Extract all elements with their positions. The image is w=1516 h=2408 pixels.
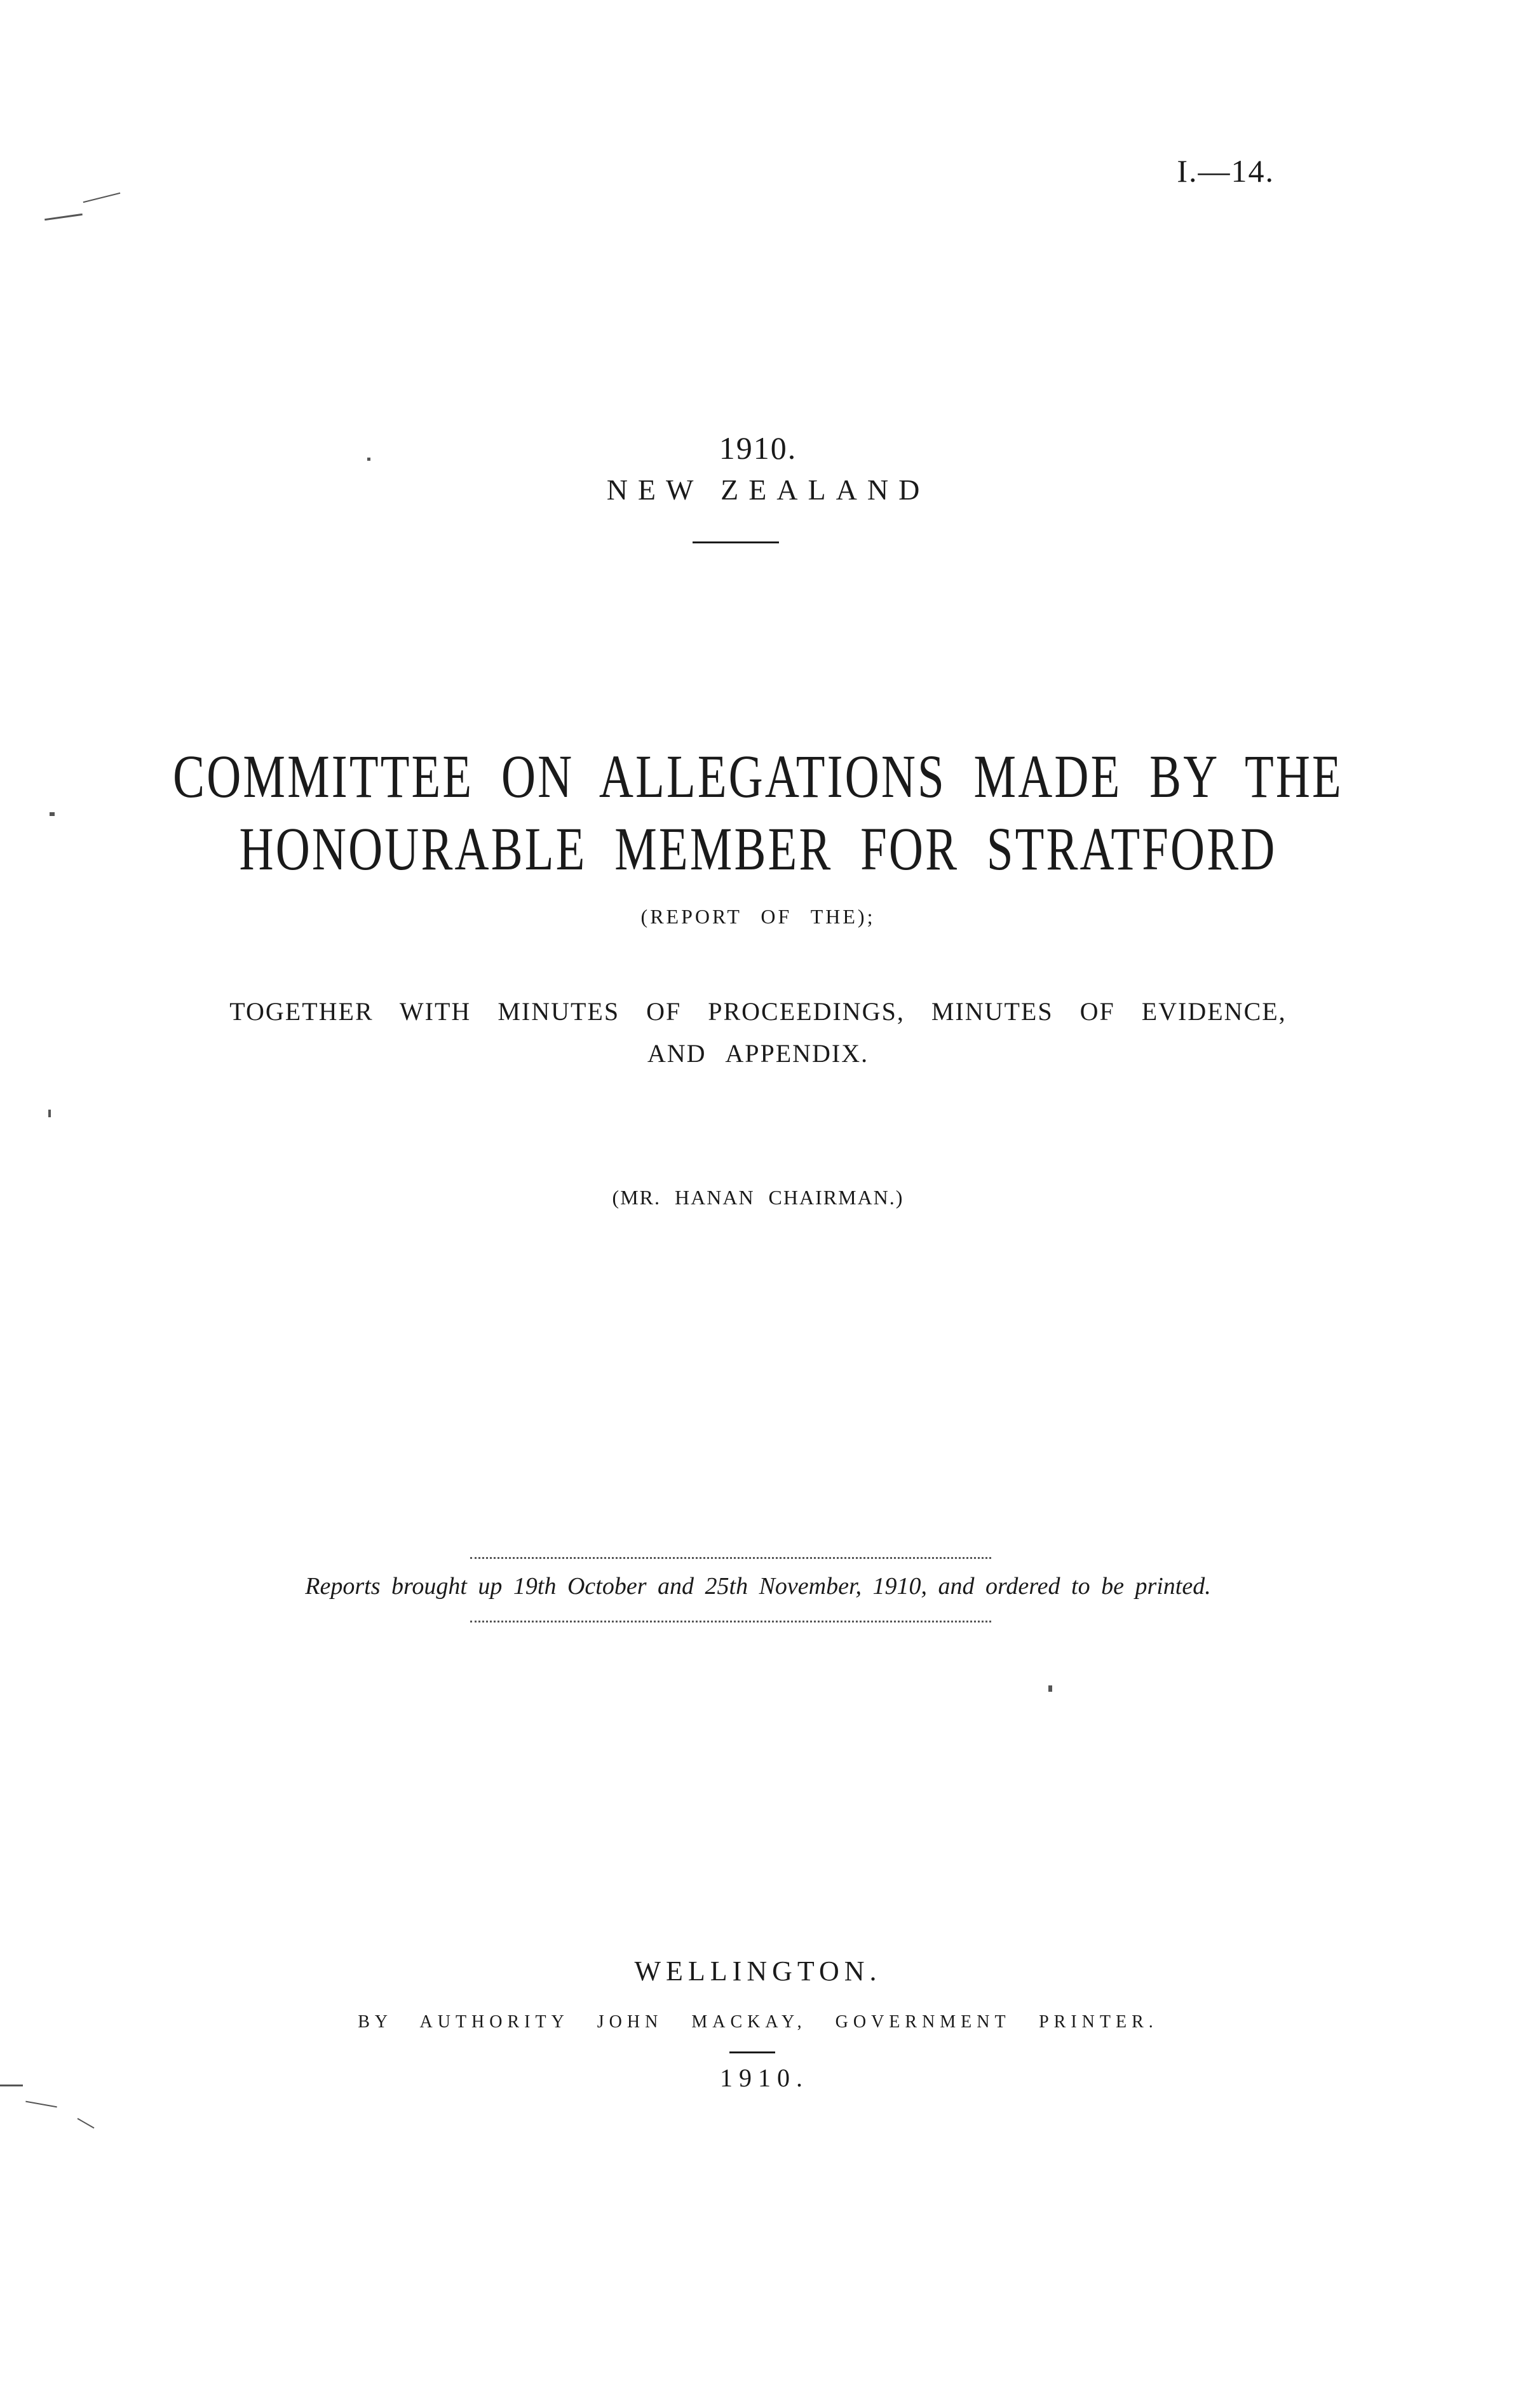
reports-note: Reports brought up 19th October and 25th November, 1910, and ordered to be printed. xyxy=(305,1573,1211,1600)
masthead-rule xyxy=(693,541,779,543)
scan-mark xyxy=(0,2085,23,2086)
imprint-printer: BY AUTHORITY JOHN MACKAY, GOVERNMENT PRINTER. xyxy=(358,2012,1158,2032)
scan-mark xyxy=(1048,1685,1052,1692)
masthead-year: 1910. xyxy=(719,430,797,466)
reports-rule-top xyxy=(470,1557,991,1559)
reports-rule-bottom xyxy=(470,1621,991,1622)
scan-mark xyxy=(78,2118,95,2129)
scan-mark xyxy=(367,458,370,461)
contents-line-1: TOGETHER WITH MINUTES OF PROCEEDINGS, MINUTES OF EVIDENCE, xyxy=(229,997,1287,1026)
scan-mark xyxy=(44,214,83,221)
title-line-2: HONOURABLE MEMBER FOR STRATFORD xyxy=(239,815,1277,883)
scan-mark xyxy=(83,193,121,203)
imprint-rule xyxy=(729,2051,775,2053)
chairman-note: (MR. HANAN CHAIRMAN.) xyxy=(612,1186,904,1209)
contents-line-2: AND APPENDIX. xyxy=(647,1039,869,1068)
masthead-country: NEW ZEALAND xyxy=(606,473,930,506)
scan-mark xyxy=(25,2101,57,2108)
scan-mark xyxy=(50,812,55,816)
title-subtitle: (REPORT OF THE); xyxy=(640,905,876,928)
imprint-year: 1910. xyxy=(720,2064,809,2092)
paper-reference: I.—14. xyxy=(1177,153,1275,189)
imprint-city: WELLINGTON. xyxy=(634,1956,882,1987)
title-line-1: COMMITTEE ON ALLEGATIONS MADE BY THE xyxy=(173,742,1343,810)
scan-mark xyxy=(48,1110,51,1117)
